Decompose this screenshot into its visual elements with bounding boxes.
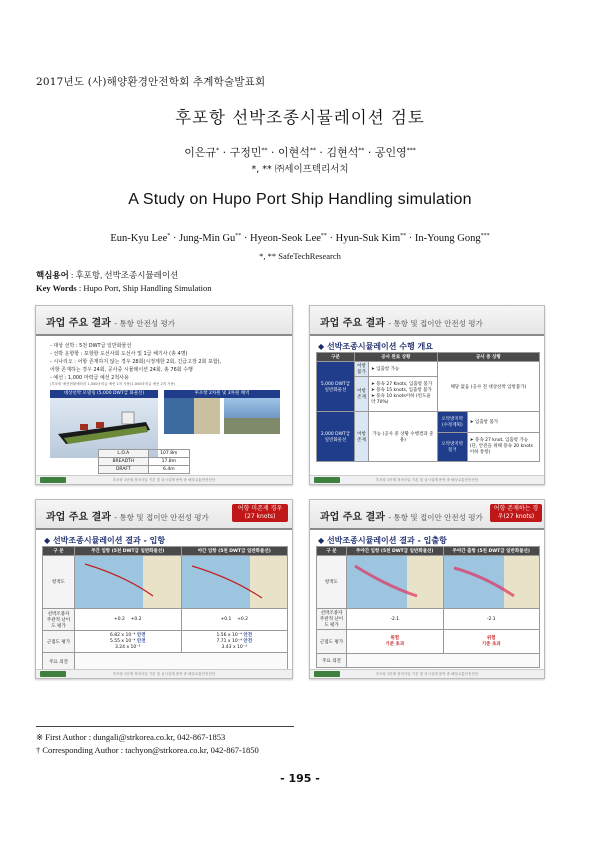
spec-value: 6.4m xyxy=(148,466,189,474)
proximity-values: 1.56 x 10⁻⁴ 안전 7.71 x 10⁻⁴ 안전 3.43 x 10⁻³ xyxy=(181,631,288,653)
keywords-korean: 핵심용어 : 후포항, 선박조종시뮬레이션 xyxy=(36,270,179,280)
section-heading: ◆ 선박조종시뮬레이션 수행 개요 xyxy=(318,342,433,351)
section-heading: ◆ 선박조종시뮬레이션 결과 - 입항 xyxy=(44,536,166,545)
condition-tag: 어항 존재하는 경우(27 knots) xyxy=(490,504,542,522)
ship-spec-table xyxy=(98,449,190,474)
slide-footer: 후포항 1단계 정비사업 기본 및 실시설계 용역 중 해상교통안전진단 xyxy=(310,669,544,678)
table-header: 구 분 xyxy=(43,547,75,556)
row-label: 주요 의견 xyxy=(43,653,75,671)
track-map xyxy=(181,556,288,609)
track-map xyxy=(443,556,540,609)
difficulty-values: -2.1 xyxy=(347,609,444,630)
row-label: 근접도 평가 xyxy=(43,631,75,653)
table-header: 주야간 입항 (5천 DWT급 일반화물선) xyxy=(347,547,444,556)
row-label: 항적도 xyxy=(43,556,75,609)
company-logo xyxy=(40,671,66,677)
cell-value: ➤ 풍속 27 knot, 입출항 가능 (단, 안전을 위해 풍속 20 knots이하 통항) xyxy=(467,432,539,461)
row-label: 주요 의견 xyxy=(317,654,347,668)
track-map xyxy=(347,556,444,609)
company-logo xyxy=(40,477,66,483)
image-caption: 대상선박 모델링 (5,000 DWT급 화물선) xyxy=(50,390,158,398)
condition-tag: 어항 미존재 경우 (27 knots) xyxy=(232,504,288,522)
track-lines-icon xyxy=(347,556,443,608)
slide-title: 과업 주요 결과 - 통항 및 접이안 안전성 평가 xyxy=(46,512,209,523)
row-label: 2,000 DWT급 일반화물선 xyxy=(317,412,355,462)
table-header: 공사 중 상황 xyxy=(437,353,539,362)
track-lines-icon xyxy=(444,556,540,608)
slide-title: 과업 주요 결과 - 통항 안전성 평가 xyxy=(46,318,175,329)
table-header: 구 분 xyxy=(317,547,347,556)
opinion-cell xyxy=(75,653,288,671)
row-label: 근접도 평가 xyxy=(317,630,347,654)
slide-bullet: - 대상 선박 : 5천 DWT급 일반화물선 xyxy=(50,343,132,349)
slide-footer: 후포항 1단계 정비사업 기본 및 실시설계 용역 중 해상교통안전진단 xyxy=(310,475,544,484)
port-3d-view xyxy=(224,398,280,434)
authors-korean: 이은규* · 구정민** · 이현석** · 김현석** · 공인영*** xyxy=(184,146,416,159)
difficulty-values: -2.1 xyxy=(443,609,540,630)
table-header: 주야간 출항 (5천 DWT급 일반화물선) xyxy=(443,547,540,556)
cell-label: 어항 존재 xyxy=(355,377,369,412)
cell-value: ➤ 입출항 불가 xyxy=(467,412,539,433)
footnote-first-author: ※ First Author : dungali@strkorea.co.kr, 042-867-1853 xyxy=(36,732,226,742)
table-header: 야간 입항 (5천 DWT급 일반화물선) xyxy=(181,547,288,556)
cell-label: 오탁방지막 철거 xyxy=(437,432,467,461)
slide-footer: 후포항 1단계 정비사업 기본 및 실시설계 용역 중 해상교통안전진단 xyxy=(36,669,292,678)
slide-bullet: - 선박 운항항 : 포항항 도선사회 도선사 및 1급 해기사 (총 4명) xyxy=(50,351,188,357)
slide-title: 과업 주요 결과 - 통항 및 접이안 안전성 평가 xyxy=(320,512,483,523)
proximity-values: 위험 기준 초과 xyxy=(347,630,444,654)
spec-label: DRAFT xyxy=(99,466,149,474)
table-header: 주간 입항 (5천 DWT급 일반화물선) xyxy=(75,547,182,556)
result-table xyxy=(42,546,288,671)
track-lines-icon xyxy=(75,556,181,608)
port-2d-map xyxy=(164,398,220,434)
spec-value: 107.8m xyxy=(148,450,189,458)
slide-traffic-safety xyxy=(35,305,293,485)
page-number: - 195 - xyxy=(280,772,320,785)
affiliation-korean: *, ** ㈜세이프텍리서치 xyxy=(251,164,349,175)
row-label: 선박조종자 주관적 난이도 평가 xyxy=(43,609,75,631)
authors-english: Eun-Kyu Lee* · Jung-Min Gu** · Hyeon-Seok Lee** · Hyun-Suk Kim** · In-Young Gong*** xyxy=(110,233,490,244)
company-logo xyxy=(314,671,340,677)
cell-label: 오탁방지막 (수정계획) xyxy=(437,412,467,433)
row-label: 항적도 xyxy=(317,556,347,609)
slide-note: (후포항 예선현황에따라 1,000마력급 예선 1척 사용(1,000마력급 예선 2척 사용) xyxy=(50,382,176,386)
company-logo xyxy=(314,477,340,483)
spec-label: L.O.A xyxy=(99,450,149,458)
difficulty-values: +0.2 +0.2 xyxy=(75,609,182,631)
slide-inbound-results xyxy=(35,499,293,679)
cell-label: 어항 불가 xyxy=(355,362,369,377)
cell-value: 가능 (공사 중 상황 수행결과 준용) xyxy=(369,412,438,462)
section-heading: ◆ 선박조종시뮬레이션 결과 - 입출항 xyxy=(318,536,447,545)
paper-title-korean: 후포항 선박조종시뮬레이션 검토 xyxy=(175,108,425,127)
track-map xyxy=(75,556,182,609)
affiliation-english: *, ** SafeTechResearch xyxy=(259,251,341,261)
paper-title-english: A Study on Hupo Port Ship Handling simulation xyxy=(128,191,472,208)
proximity-values: 6.82 x 10⁻⁴ 안전 5.55 x 10⁻⁴ 안전 3.24 x 10⁻³ xyxy=(75,631,182,653)
cell-label: 어항 존재 xyxy=(355,412,369,462)
opinion-cell xyxy=(347,654,540,668)
overview-table xyxy=(316,352,540,462)
difficulty-values: +0.1 +0.2 xyxy=(181,609,288,631)
slide-simulation-overview xyxy=(309,305,545,485)
slide-bullet: - 예선 : 1,000 마력급 예선 2척사용 xyxy=(50,375,129,381)
spec-label: BREADTH xyxy=(99,458,149,466)
row-label: 5,000 DWT급 일반화물선 xyxy=(317,362,355,412)
image-caption: 후포항 2차원 및 3차원 해역 xyxy=(164,390,280,398)
track-lines-icon xyxy=(182,556,288,608)
slide-footer: 후포항 1단계 정비사업 기본 및 실시설계 용역 중 해상교통안전진단 xyxy=(36,475,292,484)
footnote-divider xyxy=(36,726,294,727)
slide-bullet: - 시나리오 : 어항 존재하지 않는 경우 28회(시정제한 2회, 긴급고장 2회 포함), xyxy=(50,359,222,365)
row-label: 선박조종자 주관적 난이도 평가 xyxy=(317,609,347,630)
spec-value: 17.8m xyxy=(148,458,189,466)
cell-value: ➤ 입출항 가능 xyxy=(369,362,438,377)
slide-in-out-results xyxy=(309,499,545,679)
proximity-values: 위험 기준 초과 xyxy=(443,630,540,654)
conference-header: 2017년도 (사)해양환경안전학회 추계학술발표회 xyxy=(36,76,266,88)
table-header: 구분 xyxy=(317,353,355,362)
slide-bullet: 어항 존재하는 경우 24회, 공사중 시뮬레이션 24회, 총 76회 수행 xyxy=(50,367,193,373)
cell-value: 해당 없음 (공사 전 대상선박 입항불가) xyxy=(437,362,539,412)
result-table xyxy=(316,546,540,668)
table-header: 공사 완료 상황 xyxy=(355,353,438,362)
keywords-english: Key Words : Hupo Port, Ship Handling Simulation xyxy=(36,283,212,293)
slide-title: 과업 주요 결과 - 통항 및 접이안 안전성 평가 xyxy=(320,318,483,329)
cell-value: ➤ 풍속 27 Knots, 입출항 불가 ➤ 풍속 15 knots, 입출항 불가 ➤ 풍속 10 knots이하 (빈도율 약 70%) xyxy=(369,377,438,412)
footnote-corresponding-author: † Corresponding Author : tachyon@strkorea.co.kr, 042-867-1850 xyxy=(36,745,259,755)
